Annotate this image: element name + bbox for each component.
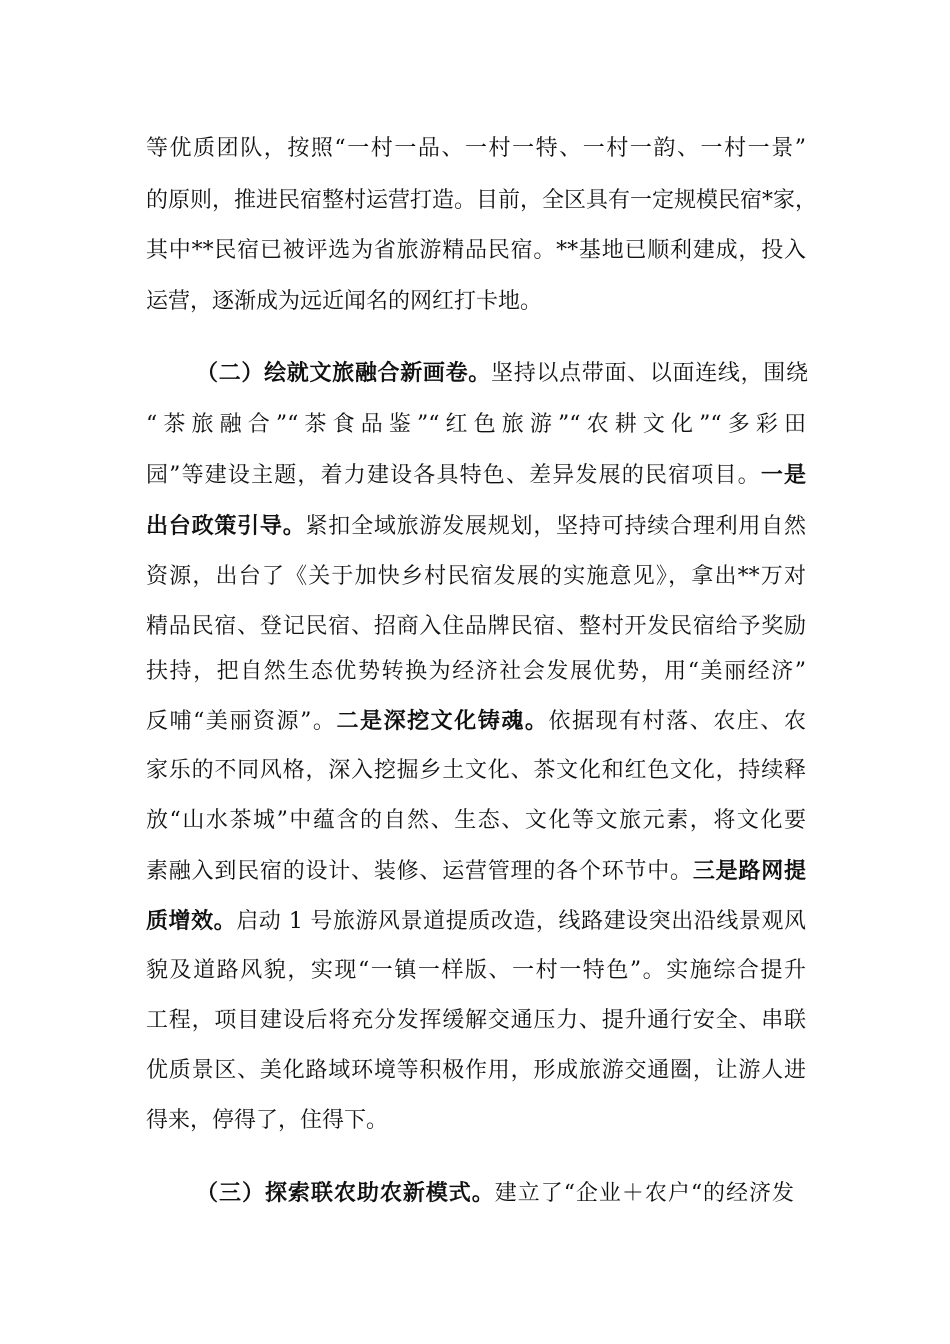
text-run: 其中**民宿已被评选为省旅游精品民宿。**基地已顺利建成，投入 [146,238,806,263]
text-line [146,511,806,541]
text-run: 运营，逐渐成为远近闻名的网红打卡地。 [146,289,543,314]
bold-text-run: 二是深挖文化铸魂。 [336,708,549,734]
bold-text-run: 三是路网提 [692,858,806,884]
text-line [146,236,806,266]
text-run: 貌及道路风貌，实现“一镇一样版、一村一特色”。实施综合提升 [146,958,806,983]
text-line [146,287,806,317]
text-line [146,706,806,736]
text-run: 建立了“企业＋农户“的经济发 [494,1181,794,1206]
text-run: 启动 1 号旅游风景道提质改造，线路建设突出沿线景观风 [236,909,806,934]
text-line [146,856,806,886]
section-heading-line [196,1178,794,1208]
text-run: 素融入到民宿的设计、装修、运营管理的各个环节中。 [146,859,693,884]
text-run: 放“山水茶城”中蕴含的自然、生态、文化等文旅元素，将文化要 [146,808,806,833]
text-line [146,134,806,164]
text-line [146,186,818,216]
bold-text-run: 出台政策引导。 [146,513,306,539]
text-line [146,657,806,687]
text-run: “茶旅融合”“茶食品鉴”“红色旅游”“农耕文化”“多彩田 [146,412,806,437]
text-run: 得来，停得了，住得下。 [146,1108,389,1133]
text-line [146,906,806,936]
text-line [146,956,806,986]
text-line [146,1106,806,1136]
bold-text-run: （三）探索联农助农新模式。 [196,1180,495,1206]
text-line [146,562,806,592]
text-run: 优质景区、美化路域环境等积极作用，形成旅游交通圈，让游人进 [146,1058,806,1083]
text-run: 工程，项目建设后将充分发挥缓解交通压力、提升通行安全、串联 [146,1008,806,1033]
text-line [146,1006,806,1036]
text-line [146,410,806,440]
text-run: 依据现有村落、农庄、农 [548,709,806,734]
section-heading-line [196,358,808,388]
text-line [146,612,806,642]
text-line [146,1056,806,1086]
text-line [146,756,806,786]
text-run: 反哺“美丽资源”。 [146,709,337,734]
text-run: 资源，出台了《关于加快乡村民宿发展的实施意见》，拿出**万对 [146,564,806,589]
text-run: 家乐的不同风格，深入挖掘乡土文化、茶文化和红色文化，持续释 [146,758,806,783]
text-run: 精品民宿、登记民宿、招商入住品牌民宿、整村开发民宿给予奖励 [146,614,806,639]
text-line [146,460,806,490]
text-run: 坚持以点带面、以面连线，围绕 [491,361,808,386]
text-run: 园”等建设主题，着力建设各具特色、差异发展的民宿项目。 [146,463,761,488]
text-run: 等优质团队，按照“一村一品、一村一特、一村一韵、一村一景” [146,136,806,161]
text-line [146,806,806,836]
text-run: 的原则，推进民宿整村运营打造。目前，全区具有一定规模民宿*家， [146,188,818,213]
text-run: 扶持，把自然生态优势转换为经济社会发展优势，用“美丽经济” [146,659,806,684]
bold-text-run: 质增效。 [146,908,237,934]
text-run: 紧扣全域旅游发展规划，坚持可持续合理利用自然 [305,514,806,539]
bold-text-run: （二）绘就文旅融合新画卷。 [196,360,491,386]
bold-text-run: 一是 [760,462,806,488]
